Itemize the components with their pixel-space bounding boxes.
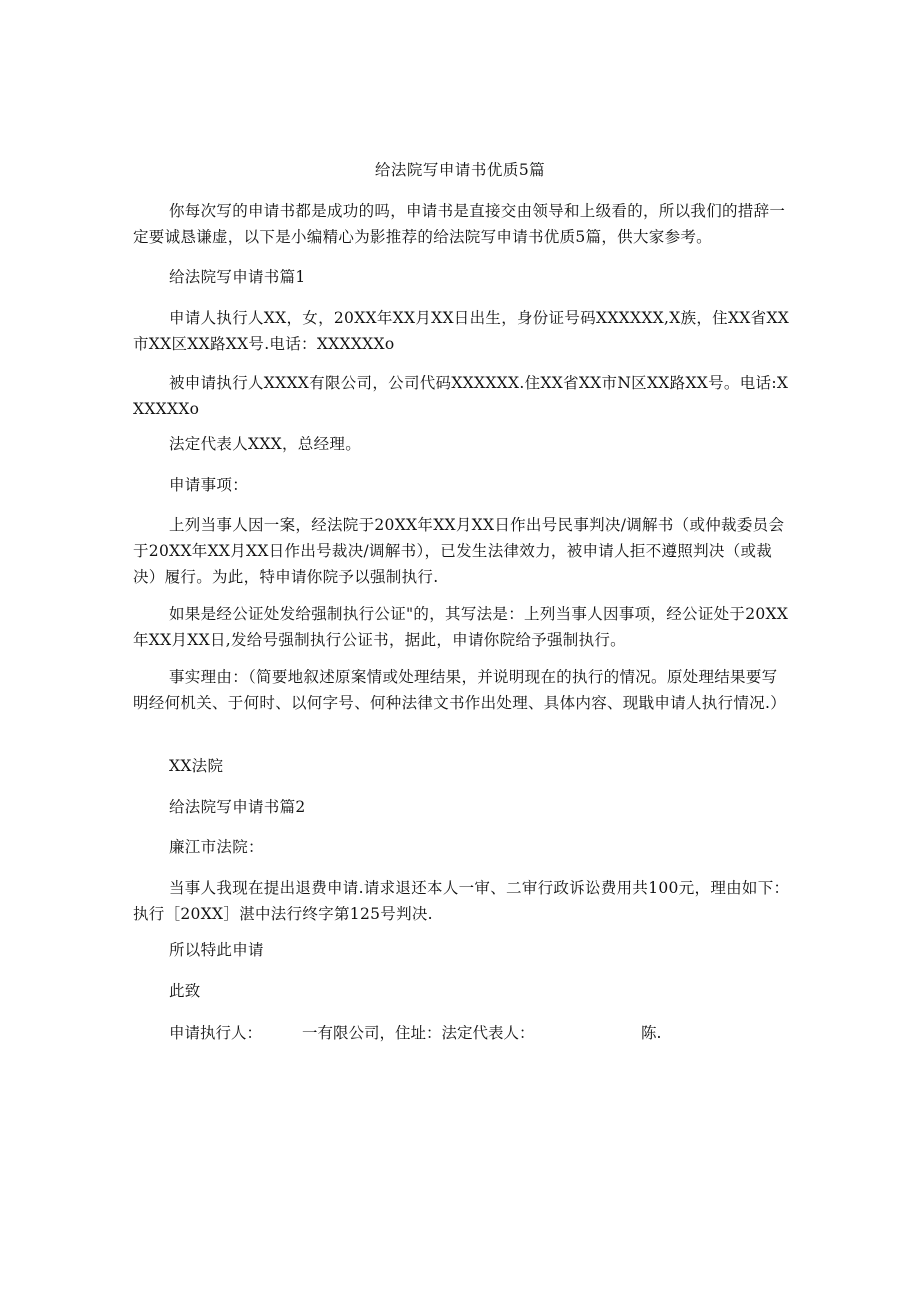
respondent-info: 被申请执行人XXXX有限公司，公司代码XXXXXX.住XX省XX市N区XX路XX号。电话:XXXXXXo	[133, 374, 789, 418]
addressee: 廉江市法院：	[169, 838, 264, 856]
request-items-heading: 申请事项：	[169, 476, 249, 494]
section-heading-2: 给法院写申请书篇2	[169, 798, 306, 816]
notarization-paragraph: 如果是经公证处发给强制执行公证"的，其写法是：上列当事人因事项，经公证处于20XX年XX月XX日,发给号强制执行公证书，据此，申请你院给予强制执行。	[133, 605, 789, 649]
company-text: 一有限公司，住址：法定代表人：	[302, 1024, 535, 1042]
refund-request: 当事人我现在提出退费申请.请求退还本人一审、二审行政诉讼费用共100元，理由如下：执行［20XX］湛中法行终字第125号判决.	[133, 879, 790, 923]
signer-name: 陈.	[641, 1024, 662, 1042]
facts-reasons: 事实理由：（简要地叙述原案情或处理结果，并说明现在的执行的情况。原处理结果要写明经何机关、于何时、以何字号、何种法律文书作出处理、具体内容、现戢申请人执行情况.）	[133, 668, 787, 712]
document-title: 给法院写申请书优质5篇	[374, 161, 546, 179]
applicant-label: 申请执行人：	[169, 1024, 263, 1042]
section-heading-1: 给法院写申请书篇1	[169, 268, 306, 286]
court-name: XX法院	[169, 757, 224, 775]
intro-paragraph: 你每次写的申请书都是成功的吗，申请书是直接交由领导和上级看的，所以我们的措辞一定要诚恳谦虚，以下是小编精心为影推荐的给法院写申请书优质5篇，供大家参考。	[133, 202, 786, 246]
request-body: 上列当事人因一案，经法院于20XX年XX月XX日作出号民事判决/调解书（或仲裁委员会于20XX年XX月XX日作出号裁决/调解书），已发生法律效力，被申请人拒不遵照判决（或裁决）履行。为此，特申请你院予以强制执行.	[133, 516, 785, 586]
applicant-info: 申请人执行人XX，女，20XX年XX月XX日出生，身份证号码XXXXXX,X族，住XX省XX市XX区XX路XX号.电话：XXXXXXo	[133, 309, 790, 353]
salutation: 此致	[169, 982, 201, 1000]
legal-representative: 法定代表人XXX，总经理。	[169, 435, 362, 453]
closing-line: 所以特此申请	[169, 941, 264, 959]
